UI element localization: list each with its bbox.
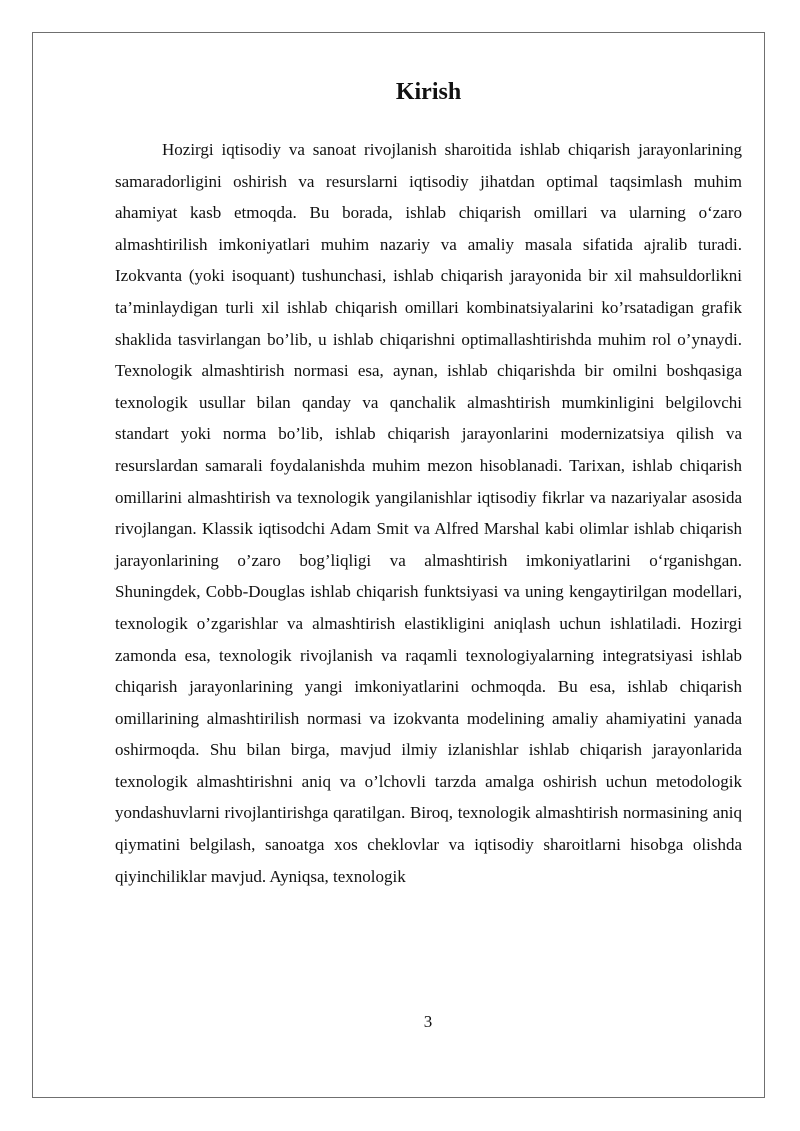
page-content xyxy=(115,72,742,892)
body-paragraph: Hozirgi iqtisodiy va sanoat rivojlanish sharoitida ishlab chiqarish jarayonlarining samaradorligini oshirish va resurslarni iqtisodiy jihatdan optimal taqsimlash muhim ahamiyat kasb etmoqda. Bu borada, ishlab chiqarish omillari va ularning o‘zaro almashtirilish imkoniyatlari muhim nazariy va amaliy masala sifatida ajralib turadi. Izokvanta (yoki isoquant) tushunchasi, ishlab chiqarish jarayonida bir xil mahsuldorlikni ta’minlaydigan turli xil ishlab chiqarish omillari kombinatsiyalarini ko’rsatadigan grafik shaklida tasvirlangan bo’lib, u ishlab chiqarishni optimallashtirishda muhim rol o’ynaydi. Texnologik almashtirish normasi esa, aynan, ishlab chiqarishda bir omilni boshqasiga texnologik usullar bilan qanday va qanchalik almashtirish mumkinligini belgilovchi standart yoki norma bo’lib, ishlab chiqarish jarayonlarini modernizatsiya qilish va resurslardan samarali foydalanishda muhim mezon hisoblanadi. Tarixan, ishlab chiqarish omillarini almashtirish va texnologik yangilanishlar iqtisodiy fikrlar va nazariyalar asosida rivojlangan. Klassik iqtisodchi Adam Smit va Alfred Marshal kabi olimlar ishlab chiqarish jarayonlarining o’zaro bog’liqligi va almashtirish imkoniyatlarini o‘rganishgan. Shuningdek, Cobb-Douglas ishlab chiqarish funktsiyasi va uning kengaytirilgan modellari, texnologik o’zgarishlar va almashtirish elastikligini aniqlash uchun ishlatiladi. Hozirgi zamonda esa, texnologik rivojlanish va raqamli texnologiyalarning integratsiyasi ishlab chiqarish jarayonlarining yangi imkoniyatlarini ochmoqda. Bu esa, ishlab chiqarish omillarining almashtirilish normasi va izokvanta modelining amaliy ahamiyatini yanada oshirmoqda. Shu bilan birga, mavjud ilmiy izlanishlar ishlab chiqarish jarayonlarida texnologik almashtirishni aniq va o’lchovli tarzda amalga oshirish uchun metodologik yondashuvlarni rivojlantirishga qaratilgan. Biroq, texnologik almashtirish normasining aniq qiymatini belgilash, sanoatga xos cheklovlar va iqtisodiy sharoitlarni hisobga olishda qiyinchiliklar mavjud. Ayniqsa, texnologik xyxy=(115,140,742,886)
page-number-container xyxy=(0,1012,800,1032)
page-number: 3 xyxy=(423,1012,433,1031)
document-title: Kirish xyxy=(395,79,462,105)
